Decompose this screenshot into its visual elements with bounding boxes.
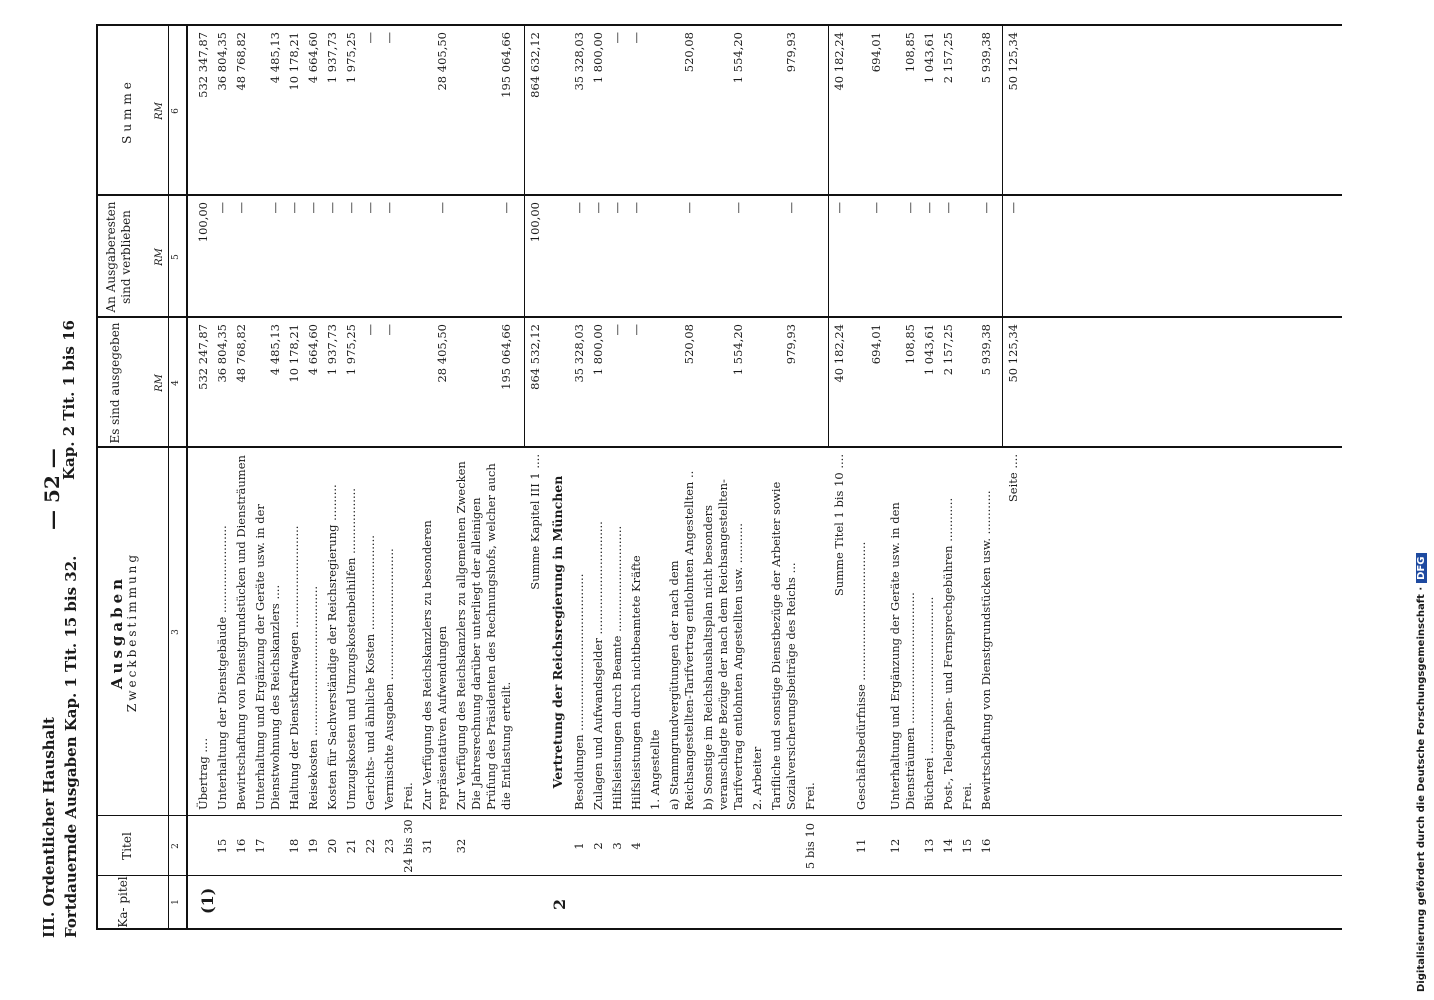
col-number: 4 <box>171 380 181 386</box>
row-ausgegeben: 1 554,20 <box>731 324 745 376</box>
row-ausgabereste: — <box>591 202 605 214</box>
row-titel: 20 <box>325 838 339 854</box>
header-section-subtitle: Fortdauernde Ausgaben Kap. 1 Tit. 15 bis 32. <box>62 555 80 938</box>
row-summe: 1 937,73 <box>325 32 339 84</box>
row-titel: 3 <box>610 842 624 850</box>
row-ausgabereste: — <box>922 202 936 214</box>
row-titel: 18 <box>287 838 301 854</box>
col-number: 5 <box>171 254 181 260</box>
row-ausgegeben: — <box>610 324 624 336</box>
row-summe: — <box>363 32 377 44</box>
row-description: Umzugskosten und Umzugskostenbeihilfen .................. <box>344 488 358 810</box>
summe-kapitel-summe: 864 632,12 <box>528 32 542 98</box>
row-titel: 16 <box>234 838 248 854</box>
seite-ausgegeben: 50 125,34 <box>1006 324 1020 383</box>
header-rule <box>168 26 169 928</box>
row-ausgegeben: 48 768,82 <box>234 324 248 383</box>
row-titel: 17 <box>253 838 267 854</box>
row-description: Frei. <box>401 782 415 810</box>
row-ausgegeben: 532 247,87 <box>196 324 210 390</box>
credit-text: Digitalisierung gefördert durch die Deutsche Forschungsgemeinschaft · <box>1416 586 1427 992</box>
row-summe: 5 939,38 <box>979 32 993 84</box>
row-summe: 1 975,25 <box>344 32 358 84</box>
digitization-credit-strip <box>1414 8 1434 992</box>
row-description: Hilfsleistungen durch Beamte ............................. <box>610 525 624 810</box>
row-ausgegeben: 4 485,13 <box>268 324 282 376</box>
summe-kapitel-ausgegeben: 864 532,12 <box>528 324 542 390</box>
summe-kapitel-label: Summe Kapitel III 1 .... <box>528 454 542 590</box>
row-ausgegeben: 1 975,25 <box>344 324 358 376</box>
row-ausgabereste: — <box>629 202 643 214</box>
col-number: 1 <box>171 899 181 905</box>
row-ausgabereste: — <box>325 202 339 214</box>
row-ausgegeben: — <box>382 324 396 336</box>
row-description: Bewirtschaftung von Dienstgrundstücken und Diensträumen <box>234 455 248 810</box>
row-ausgegeben: 979,93 <box>784 324 798 365</box>
row-description: Frei. <box>803 782 817 810</box>
row-ausgabereste: — <box>382 202 396 214</box>
sum-rule <box>828 26 829 448</box>
row-ausgegeben: 1 043,61 <box>922 324 936 376</box>
section-title: Vertretung der Reichsregierung in München <box>550 475 565 789</box>
row-summe: 108,85 <box>903 32 917 73</box>
sum-rule <box>1002 26 1003 448</box>
col-divider-2 <box>98 815 1342 816</box>
summe-titel-ausgegeben: 40 182,24 <box>832 324 846 383</box>
col-header-kapitel: Ka- pitel <box>116 876 130 928</box>
col-header-ausgaben-sub: Zweckbestimmung <box>125 551 139 713</box>
row-ausgabereste: — <box>499 202 513 214</box>
row-summe: 520,08 <box>682 32 696 73</box>
row-titel: 16 <box>979 838 993 854</box>
row-description: Unterhaltung und Ergänzung der Geräte usw. in den Diensträumen .................................... <box>888 502 917 810</box>
row-ausgegeben: 36 804,35 <box>215 324 229 383</box>
row-titel: 11 <box>854 838 868 854</box>
summe-titel-ausgabereste: — <box>832 202 846 214</box>
seite-label: Seite .... <box>1006 454 1020 503</box>
row-ausgabereste: — <box>682 202 696 214</box>
row-titel: 24 bis 30 <box>401 819 415 873</box>
seite-summe: 50 125,34 <box>1006 32 1020 91</box>
header-right: Kap. 2 Tit. 1 bis 16 <box>60 320 78 480</box>
row-titel: 14 <box>941 838 955 854</box>
summe-titel-summe: 40 182,24 <box>832 32 846 91</box>
row-summe: 195 064,66 <box>499 32 513 98</box>
page-header <box>0 0 92 1000</box>
unit-label: RM <box>154 102 165 120</box>
row-ausgegeben: — <box>363 324 377 336</box>
row-description: Zur Verfügung des Reichskanzlers zu allgemeinen Zwecken Die Jahresrechnung darüber unterliegt der alleinigen Prüfung des Präsidenten des Rechnungshofs, welcher auch die Entlastung erteilt. <box>454 461 513 810</box>
row-titel: 5 bis 10 <box>803 822 817 870</box>
col-header-summe: Summe <box>120 78 134 144</box>
row-summe: 532 347,87 <box>196 32 210 98</box>
row-ausgegeben: 2 157,25 <box>941 324 955 376</box>
row-summe: 1 800,00 <box>591 32 605 84</box>
row-summe: 4 485,13 <box>268 32 282 84</box>
row-summe: 48 768,82 <box>234 32 248 91</box>
row-ausgabereste: — <box>941 202 955 214</box>
header-left <box>38 556 82 938</box>
row-description: Frei. <box>960 782 974 810</box>
header-section-title: III. Ordentlicher Haushalt <box>40 717 58 938</box>
row-titel: 1 <box>572 842 586 850</box>
row-description: Unterhaltung und Ergänzung der Geräte usw. in der Dienstwohnung des Reichskanzlers .... <box>253 504 282 810</box>
page-number: — 52 — <box>40 448 64 530</box>
header-bottom-rule <box>186 26 188 928</box>
row-summe: 35 328,03 <box>572 32 586 91</box>
row-titel: 22 <box>363 838 377 854</box>
row-ausgabereste: — <box>731 202 745 214</box>
row-summe: — <box>610 32 624 44</box>
row-titel: 23 <box>382 838 396 854</box>
row-description: Bewirtschaftung von Dienstgrundstücken usw. ............ <box>979 490 993 810</box>
row-description: Post-, Telegraphen- und Fernsprechgebühren ............ <box>941 497 955 810</box>
row-ausgegeben: — <box>629 324 643 336</box>
row-summe: 979,93 <box>784 32 798 73</box>
col-header-ausgaben <box>110 448 140 816</box>
kapitel-label-1: (1) <box>198 887 217 914</box>
col-header-ausgaben-title: Ausgaben <box>108 574 126 690</box>
row-ausgegeben: 4 664,60 <box>306 324 320 376</box>
row-ausgabereste: — <box>234 202 248 214</box>
col-divider-4 <box>98 316 1342 318</box>
row-summe: — <box>382 32 396 44</box>
row-summe: 10 178,21 <box>287 32 301 91</box>
unit-label: RM <box>154 248 165 266</box>
row-titel: 2 <box>591 842 605 850</box>
col-header-ausgegeben: Es sind ausgegeben <box>108 322 122 444</box>
row-description: Haltung der Dienstkraftwagen ............................ <box>287 525 301 810</box>
row-ausgegeben: 195 064,66 <box>499 324 513 390</box>
col-number: 2 <box>171 843 181 849</box>
col-divider-1 <box>98 875 1342 876</box>
col-number: 3 <box>171 629 181 635</box>
row-ausgabereste: — <box>979 202 993 214</box>
row-description: Vermischte Ausgaben .................................... <box>382 548 396 810</box>
row-description: 1. Angestellte <box>648 729 662 810</box>
row-ausgabereste: — <box>215 202 229 214</box>
row-ausgegeben: 28 405,50 <box>435 324 449 383</box>
row-description: Besoldungen ........................................... <box>572 573 586 810</box>
row-summe: 36 804,35 <box>215 32 229 91</box>
row-summe: 1 043,61 <box>922 32 936 84</box>
row-description: Reisekosten ......................................... <box>306 585 320 810</box>
row-titel: 13 <box>922 838 936 854</box>
row-ausgegeben: 10 178,21 <box>287 324 301 383</box>
sum-rule <box>524 26 525 448</box>
row-description: b) Sonstige im Reichshaushaltsplan nicht besonders veranschlagte Bezüge der nach dem Reichsangestellten-Tarifvertrag entlohnten Angestellten usw. ........... <box>701 479 745 810</box>
summe-kapitel-ausgabereste: 100,00 <box>528 202 542 243</box>
row-titel: 15 <box>960 838 974 854</box>
row-titel: 21 <box>344 838 358 854</box>
col-number: 6 <box>171 108 181 114</box>
row-description: Hilfsleistungen durch nichtbeamtete Kräfte <box>629 555 643 810</box>
row-description: Tarifliche und sonstige Dienstbezüge der Arbeiter sowie Sozialversicherungsbeiträge des Reichs ... <box>769 481 798 810</box>
row-ausgabereste: — <box>869 202 883 214</box>
row-ausgabereste: — <box>903 202 917 214</box>
row-ausgabereste: — <box>306 202 320 214</box>
col-header-titel: Titel <box>120 832 134 860</box>
summe-titel-label: Summe Titel 1 bis 10 .... <box>832 454 846 597</box>
row-description: Geschäftsbedürfnisse ...................................... <box>854 541 868 810</box>
seite-ausgabereste: — <box>1006 202 1020 214</box>
row-titel: 15 <box>215 838 229 854</box>
row-summe: 28 405,50 <box>435 32 449 91</box>
row-ausgegeben: 108,85 <box>903 324 917 365</box>
row-ausgabereste: — <box>344 202 358 214</box>
dfg-badge: DFG <box>1416 554 1427 583</box>
row-titel: 31 <box>420 838 434 854</box>
row-ausgegeben: 694,01 <box>869 324 883 365</box>
row-description: Bücherei ........................................... <box>922 596 936 810</box>
row-description: a) Stammgrundvergütungen der nach dem Reichsangestellten-Tarifvertrag entlohnten Angestellten .. <box>667 470 696 810</box>
row-summe: 1 554,20 <box>731 32 745 84</box>
row-ausgegeben: 1 800,00 <box>591 324 605 376</box>
row-titel: 32 <box>454 838 468 854</box>
row-summe: 694,01 <box>869 32 883 73</box>
row-ausgegeben: 35 328,03 <box>572 324 586 383</box>
row-summe: 2 157,25 <box>941 32 955 84</box>
row-summe: 4 664,60 <box>306 32 320 84</box>
row-ausgabereste: — <box>572 202 586 214</box>
row-description: 2. Arbeiter <box>750 746 764 810</box>
row-summe: — <box>629 32 643 44</box>
row-ausgegeben: 1 937,73 <box>325 324 339 376</box>
row-ausgabereste: — <box>784 202 798 214</box>
kapitel-label-2: 2 <box>550 898 569 910</box>
col-header-ausgabereste: An Ausgaberesten sind verblieben <box>104 201 133 313</box>
row-description: Übertrag .... <box>196 738 210 810</box>
row-description: Unterhaltung der Dienstgebäude ........................ <box>215 525 229 810</box>
col-divider-3 <box>98 446 1342 448</box>
row-ausgabereste: — <box>435 202 449 214</box>
unit-label: RM <box>154 374 165 392</box>
row-ausgegeben: 5 939,38 <box>979 324 993 376</box>
row-ausgabereste: — <box>268 202 282 214</box>
row-titel: 4 <box>629 842 643 850</box>
row-ausgabereste: — <box>610 202 624 214</box>
row-description: Gerichts- und ähnliche Kosten .......................... <box>363 535 377 810</box>
row-ausgabereste: — <box>363 202 377 214</box>
col-divider-5 <box>98 194 1342 196</box>
digitization-credit-text <box>1416 554 1427 993</box>
row-ausgabereste: — <box>287 202 301 214</box>
ledger-table <box>96 24 1342 930</box>
row-titel: 19 <box>306 838 320 854</box>
row-titel: 12 <box>888 838 902 854</box>
row-description: Zur Verfügung des Reichskanzlers zu besonderen repräsentativen Aufwendungen <box>420 520 449 810</box>
row-description: Zulagen und Aufwandsgelder ............................... <box>591 521 605 810</box>
row-description: Kosten für Sachverständige der Reichsregierung .......... <box>325 484 339 810</box>
row-ausgabereste: 100,00 <box>196 202 210 243</box>
row-ausgegeben: 520,08 <box>682 324 696 365</box>
